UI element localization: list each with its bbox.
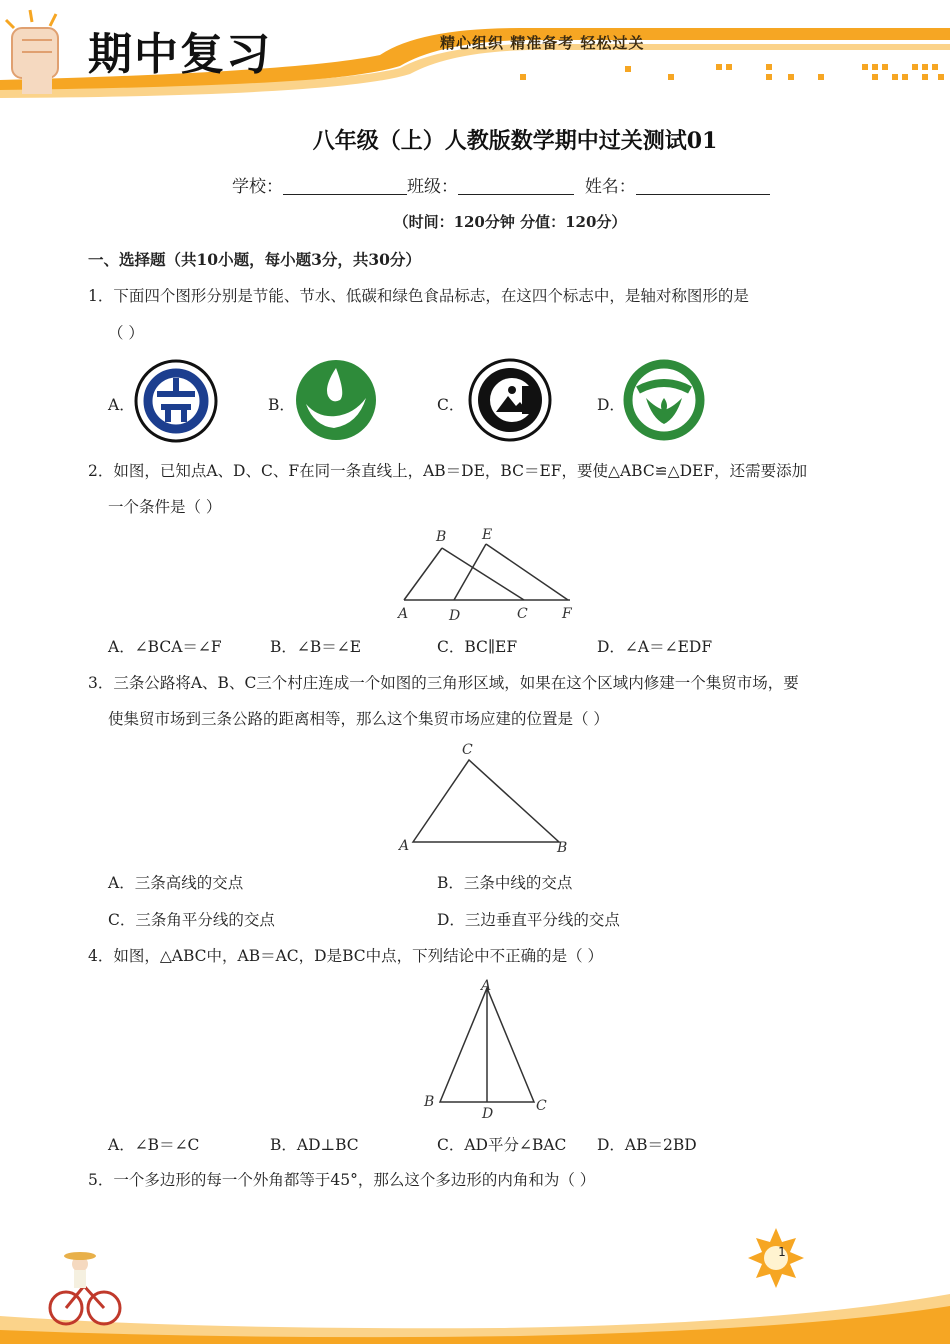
page-title: 八年级（上）人教版数学期中过关测试01 <box>312 128 718 154</box>
q3-label-a: A <box>399 838 410 854</box>
school-label: 学校： <box>232 177 283 197</box>
q4-label-a: A <box>481 978 492 994</box>
q3-option-b: B．三条中线的交点 <box>437 874 573 892</box>
q1-paren: （ ） <box>108 324 144 342</box>
q2-label-e: E <box>482 527 493 543</box>
q1-option-a-label: A． <box>108 396 135 414</box>
q3-stem: 3．三条公路将A、B、C三个村庄连成一个如图的三角形区域，如果在这个区域内修建一个集贸市场，要 <box>88 674 799 692</box>
energy-saving-logo-icon <box>133 358 219 444</box>
q3-label-b: B <box>557 840 568 856</box>
page-number: 1 <box>778 1245 786 1259</box>
q4-label-d: D <box>482 1106 494 1122</box>
q4-label-c: C <box>536 1098 547 1114</box>
q2-option-a: A．∠BCA＝∠F <box>108 638 222 656</box>
class-label: 班级： <box>407 177 458 197</box>
q4-label-b: B <box>424 1094 435 1110</box>
q4-option-a: A．∠B＝∠C <box>108 1136 200 1154</box>
q4-stem: 4．如图，△ABC中，AB＝AC，D是BC中点，下列结论中不正确的是（ ） <box>88 947 604 965</box>
q2-label-b: B <box>436 529 447 545</box>
green-food-logo-icon <box>622 358 706 442</box>
q1-option-b-label: B． <box>268 396 295 414</box>
q2-option-b: B．∠B＝∠E <box>270 638 362 656</box>
q2-stem-cont: 一个条件是（ ） <box>108 498 222 516</box>
q3-stem-cont: 使集贸市场到三条公路的距离相等，那么这个集贸市场应建的位置是（ ） <box>108 710 609 728</box>
q2-option-c: C．BC∥EF <box>437 638 518 656</box>
water-saving-logo-icon <box>294 358 378 442</box>
name-label: 姓名： <box>584 177 636 197</box>
q2-two-triangles-figure <box>390 524 585 624</box>
q4-option-d: D．AB＝2BD <box>597 1136 697 1154</box>
q3-label-c: C <box>462 742 473 758</box>
q1-stem: 1．下面四个图形分别是节能、节水、低碳和绿色食品标志，在这四个标志中，是轴对称图形的是 <box>88 287 749 305</box>
school-blank[interactable] <box>283 176 407 195</box>
q1-option-d-label: D． <box>597 396 625 414</box>
student-info-row <box>232 172 770 197</box>
q3-option-d: D．三边垂直平分线的交点 <box>437 911 620 929</box>
q4-option-b: B．AD⊥BC <box>270 1136 359 1154</box>
q1-option-c-label: C． <box>437 396 465 414</box>
q4-isosceles-figure <box>418 974 558 1124</box>
q3-triangle-figure <box>395 738 575 858</box>
q2-stem: 2．如图，已知点A、D、C、F在同一条直线上，AB＝DE，BC＝EF，要使△ABC≌△DEF，还需要添加 <box>88 462 808 480</box>
q2-label-d: D <box>449 608 461 624</box>
cyclist-icon <box>50 1252 120 1324</box>
banner-slogan: 精心组织 精准备考 轻松过关 <box>440 34 645 52</box>
q3-option-a: A．三条高线的交点 <box>108 874 244 892</box>
q3-option-c: C．三条角平分线的交点 <box>108 911 275 929</box>
q2-label-c: C <box>517 606 528 622</box>
q4-option-c: C．AD平分∠BAC <box>437 1136 567 1154</box>
class-blank[interactable] <box>458 176 574 195</box>
q5-stem: 5．一个多边形的每一个外角都等于45°，那么这个多边形的内角和为（ ） <box>88 1171 596 1189</box>
low-carbon-logo-icon <box>468 358 552 442</box>
banner-title: 期中复习 <box>88 29 272 80</box>
section-heading: 一、选择题（共10小题，每小题3分，共30分） <box>88 250 421 269</box>
footer-banner <box>0 1220 950 1344</box>
name-blank[interactable] <box>636 176 770 195</box>
q2-option-d: D．∠A＝∠EDF <box>597 638 713 656</box>
q2-label-a: A <box>398 606 409 622</box>
exam-meta: （时间：120分钟 分值：120分） <box>393 213 627 231</box>
q2-label-f: F <box>562 606 572 622</box>
